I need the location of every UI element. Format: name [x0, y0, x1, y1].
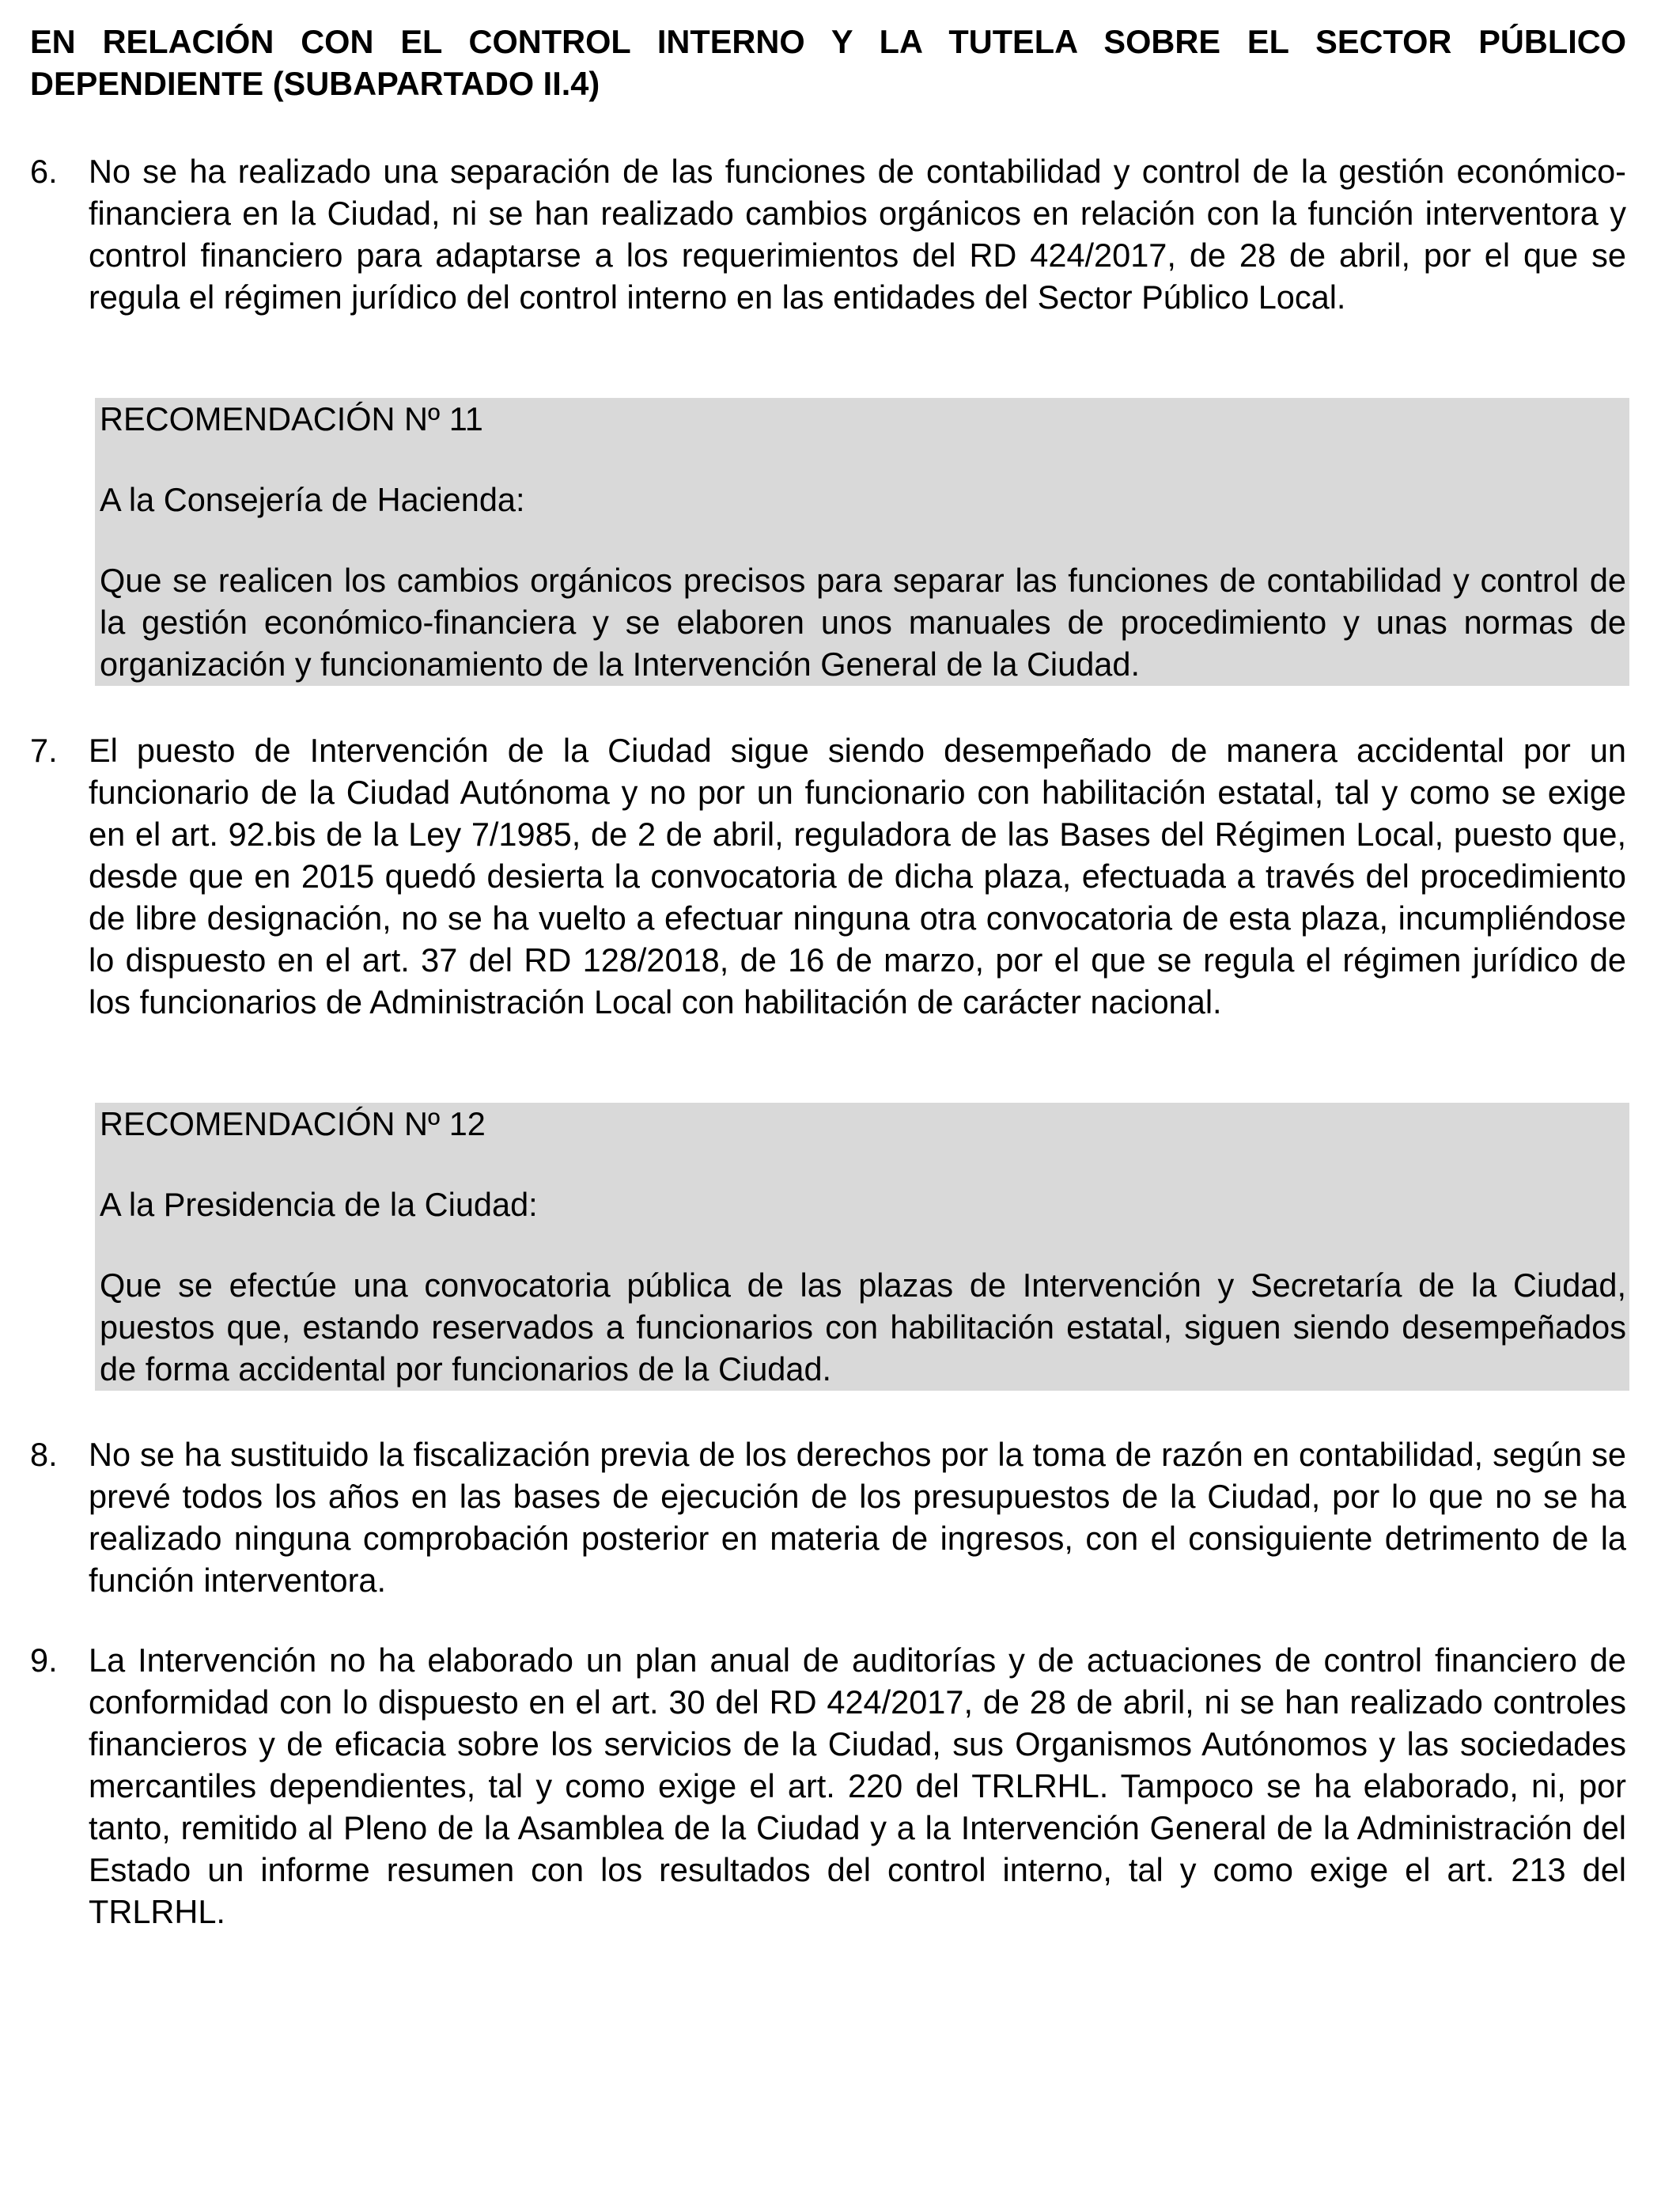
finding-number: 6.: [30, 153, 58, 190]
recommendation-addressee: A la Consejería de Hacienda:: [100, 481, 525, 518]
recommendation-title: RECOMENDACIÓN Nº 12: [100, 1105, 486, 1142]
finding-text: No se ha realizado una separación de las funciones de contabilidad y control de la gestión económico-financiera en la Ciudad, ni se han realizado cambios orgánicos en relación con la función interventora y control financiero para adaptarse a los requerimientos del RD 424/2017, de 28 de abril, por el que se regula el régimen jurídico del control interno en las entidades del Sector Público Local.: [89, 153, 1626, 316]
section-heading: EN RELACIÓN CON EL CONTROL INTERNO Y LA TUTELA SOBRE EL SECTOR PÚBLICO DEPENDIENTE (SUBAPARTADO II.4): [30, 23, 1626, 102]
finding-text: No se ha sustituido la fiscalización previa de los derechos por la toma de razón en contabilidad, según se prevé todos los años en las bases de ejecución de los presupuestos de la Ciudad, por lo que no se ha realizado ninguna comprobación posterior en materia de ingresos, con el consiguiente detrimento de la función interventora.: [89, 1436, 1626, 1599]
recommendation-text: Que se realicen los cambios orgánicos precisos para separar las funciones de contabilidad y control de la gestión económico-financiera y se elaboren unos manuales de procedimiento y unas normas de organización y funcionamiento de la Intervención General de la Ciudad.: [100, 562, 1626, 683]
recommendation-title: RECOMENDACIÓN Nº 11: [100, 400, 483, 437]
finding-text: La Intervención no ha elaborado un plan anual de auditorías y de actuaciones de control financiero de conformidad con lo dispuesto en el art. 30 del RD 424/2017, de 28 de abril, ni se han realizado controles financieros y de eficacia sobre los servicios de la Ciudad, sus Organismos Autónomos y las sociedades mercantiles dependientes, tal y como exige el art. 220 del TRLRHL. Tampoco se ha elaborado, ni, por tanto, remitido al Pleno de la Asamblea de la Ciudad y a la Intervención General de la Administración del Estado un informe resumen con los resultados del control interno, tal y como exige el art. 213 del TRLRHL.: [89, 1641, 1626, 1930]
finding-item-6: [30, 150, 1626, 318]
finding-text: El puesto de Intervención de la Ciudad sigue siendo desempeñado de manera accidental por un funcionario de la Ciudad Autónoma y no por un funcionario con habilitación estatal, tal y como se exige en el art. 92.bis de la Ley 7/1985, de 2 de abril, reguladora de las Bases del Régimen Local, puesto que, desde que en 2015 quedó desierta la convocatoria de dicha plaza, efectuada a través del procedimiento de libre designación, no se ha vuelto a efectuar ninguna otra convocatoria de esta plaza, incumpliéndose lo dispuesto en el art. 37 del RD 128/2018, de 16 de marzo, por el que se regula el régimen jurídico de los funcionarios de Administración Local con habilitación de carácter nacional.: [89, 732, 1626, 1020]
finding-number: 7.: [30, 732, 58, 769]
recommendation-box-12: [95, 1103, 1629, 1391]
recommendation-text: Que se efectúe una convocatoria pública de las plazas de Intervención y Secretaría de la Ciudad, puestos que, estando reservados a funcionarios con habilitación estatal, siguen siendo desempeñados de forma accidental por funcionarios de la Ciudad.: [100, 1266, 1626, 1388]
finding-item-9: [30, 1639, 1626, 1933]
finding-number: 8.: [30, 1436, 58, 1473]
recommendation-box-11: [95, 398, 1629, 686]
finding-number: 9.: [30, 1641, 58, 1679]
finding-item-7: [30, 729, 1626, 1023]
recommendation-addressee: A la Presidencia de la Ciudad:: [100, 1186, 538, 1223]
finding-item-8: [30, 1433, 1626, 1601]
